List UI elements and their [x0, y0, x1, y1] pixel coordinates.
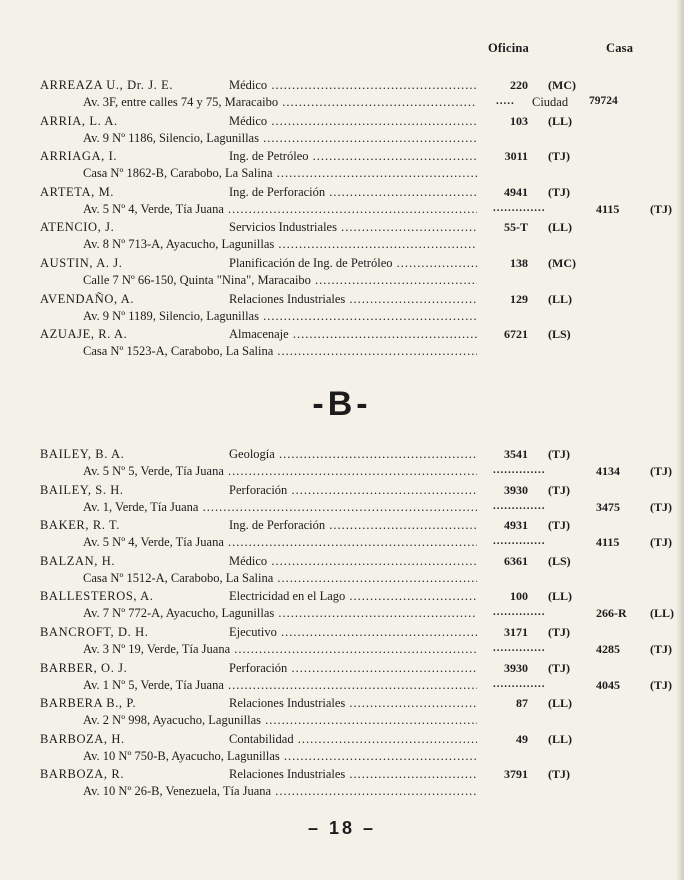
office-phone-number: 87: [516, 696, 528, 711]
home-leader-dots: ..............: [493, 606, 546, 619]
office-phone-number: 138: [510, 255, 528, 270]
directory-entry: [0, 483, 684, 519]
occupation: Relaciones Industriales .....: [229, 292, 477, 307]
occupation: Planificación de Ing. de Petróleo .....: [229, 256, 477, 271]
entry-address-line: [0, 273, 684, 290]
office-location-code: (TJ): [548, 518, 570, 533]
entry-address-line: [0, 642, 684, 659]
address: Av. 5 Nº 4, Verde, Tía Juana .....: [83, 535, 477, 550]
office-location-code: (MC): [548, 255, 576, 270]
home-leader-dots: ..............: [493, 677, 546, 690]
section-a-entries: [0, 78, 684, 363]
person-name: BAILEY, B. A.: [40, 447, 125, 461]
directory-entry: [0, 767, 684, 803]
home-leader-dots: .....: [496, 95, 515, 107]
address: Av. 2 Nº 998, Ayacucho, Lagunillas .....: [83, 713, 477, 728]
directory-entry: [0, 78, 684, 114]
office-column-header: Oficina: [488, 41, 529, 55]
entry-address-line: [0, 202, 684, 219]
office-phone-number: 4931: [504, 518, 528, 533]
directory-entry: [0, 149, 684, 185]
entry-main-line: [0, 327, 684, 344]
home-phone-number: 4285: [596, 641, 620, 656]
home-location-code: (LL): [650, 606, 674, 621]
home-phone-number: 4134: [596, 464, 620, 478]
office-phone-number: 6721: [504, 327, 528, 342]
home-location-code: (TJ): [650, 677, 672, 692]
person-name: BARBOZA, R.: [40, 767, 125, 782]
home-phone-number: 4045: [596, 677, 620, 692]
office-phone-number: 3541: [504, 447, 528, 461]
occupation: Perforación .....: [229, 661, 477, 676]
entry-main-line: [0, 256, 684, 273]
home-location-code: (TJ): [650, 535, 672, 550]
address: Av. 8 Nº 713-A, Ayacucho, Lagunillas .....: [83, 237, 477, 252]
entry-main-line: [0, 518, 684, 535]
entry-address-line: [0, 606, 684, 623]
home-city-number: 79724: [589, 95, 618, 107]
office-phone-number: 100: [510, 589, 528, 604]
office-phone-number: 49: [516, 731, 528, 746]
address: Casa Nº 1523-A, Carabobo, La Salina .....: [83, 344, 477, 359]
office-location-code: (LL): [548, 589, 572, 604]
occupation: Ejecutivo .....: [229, 625, 477, 640]
entry-main-line: [0, 447, 684, 464]
entry-main-line: [0, 220, 684, 237]
occupation: Relaciones Industriales .....: [229, 767, 477, 782]
office-location-code: (LL): [548, 291, 572, 306]
directory-entry: [0, 114, 684, 150]
home-phone-number: 4115: [596, 535, 620, 550]
person-name: BARBERA B., P.: [40, 696, 137, 711]
person-name: BAILEY, S. H.: [40, 482, 124, 497]
directory-entry: [0, 732, 684, 768]
home-location-code: (TJ): [650, 641, 672, 656]
page-number: – 18 –: [307, 818, 377, 838]
entry-address-line: [0, 678, 684, 695]
occupation: Relaciones Industriales .....: [229, 696, 477, 711]
directory-entry: [0, 589, 684, 625]
office-phone-number: 129: [510, 291, 528, 306]
entry-main-line: [0, 589, 684, 606]
office-phone-number: 3930: [504, 482, 528, 497]
home-leader-dots: ..............: [493, 641, 546, 654]
directory-entry: [0, 554, 684, 590]
person-name: ATENCIO, J.: [40, 220, 115, 235]
occupation: Médico .....: [229, 114, 477, 129]
person-name: AVENDAÑO, A.: [40, 291, 135, 306]
person-name: ARRIAGA, I.: [40, 149, 118, 164]
person-name: BANCROFT, D. H.: [40, 624, 149, 639]
person-name: BARBOZA, H.: [40, 731, 125, 746]
entry-main-line: [0, 149, 684, 166]
home-phone-number: 266-R: [596, 606, 627, 621]
occupation: Almacenaje .....: [229, 327, 477, 342]
address: Av. 5 Nº 4, Verde, Tía Juana .....: [83, 202, 477, 217]
home-leader-dots: ..............: [493, 499, 546, 512]
section-b-entries: [0, 447, 684, 803]
occupation: Médico .....: [229, 554, 477, 569]
entry-address-line: [0, 166, 684, 183]
entry-main-line: [0, 185, 684, 202]
directory-entry: [0, 256, 684, 292]
person-name: BALLESTEROS, A.: [40, 589, 154, 604]
address: Calle 7 Nº 66-150, Quinta "Nina", Maracaibo .....: [83, 273, 477, 288]
person-name: BAKER, R. T.: [40, 518, 121, 533]
directory-entry: [0, 518, 684, 554]
address: Av. 3F, entre calles 74 y 75, Maracaibo .....: [83, 95, 477, 110]
home-leader-dots: ..............: [493, 201, 546, 214]
directory-entry: [0, 292, 684, 328]
person-name: AUSTIN, A. J.: [40, 255, 123, 270]
person-name: AZUAJE, R. A.: [40, 327, 128, 342]
office-location-code: (MC): [548, 78, 576, 92]
address: Av. 9 Nº 1189, Silencio, Lagunillas .....: [83, 309, 477, 324]
address: Av. 3 Nº 19, Verde, Tía Juana .....: [83, 642, 477, 657]
office-location-code: (LS): [548, 553, 571, 568]
address: Av. 5 Nº 5, Verde, Tía Juana .....: [83, 464, 477, 479]
person-name: BARBER, O. J.: [40, 660, 128, 675]
address: Av. 9 Nº 1186, Silencio, Lagunillas .....: [83, 131, 477, 146]
entry-main-line: [0, 625, 684, 642]
home-phone-number: 3475: [596, 499, 620, 514]
entry-address-line: [0, 713, 684, 730]
home-city-label: Ciudad: [532, 95, 569, 109]
occupation: Servicios Industriales .....: [229, 220, 477, 235]
office-phone-number: 3171: [504, 624, 528, 639]
address: Casa Nº 1512-A, Carabobo, La Salina .....: [83, 571, 477, 586]
entry-address-line: [0, 344, 684, 361]
entry-main-line: [0, 78, 684, 95]
office-location-code: (TJ): [548, 660, 570, 675]
directory-entry: [0, 447, 684, 483]
entry-address-line: [0, 535, 684, 552]
section-letter-b: -B-: [312, 385, 372, 423]
entry-main-line: [0, 483, 684, 500]
office-location-code: (LL): [548, 731, 572, 746]
person-name: BALZAN, H.: [40, 553, 116, 568]
office-phone-number: 103: [510, 113, 528, 128]
occupation: Médico .....: [229, 78, 477, 93]
office-location-code: (LS): [548, 327, 571, 342]
entry-main-line: [0, 732, 684, 749]
office-location-code: (LL): [548, 113, 572, 128]
office-phone-number: 3011: [504, 149, 528, 164]
person-name: ARREAZA U., Dr. J. E.: [40, 78, 174, 92]
entry-address-line: [0, 131, 684, 148]
home-phone-number: 4115: [596, 201, 620, 216]
office-location-code: (LL): [548, 220, 572, 235]
entry-address-line: [0, 571, 684, 588]
occupation: Perforación .....: [229, 483, 477, 498]
office-phone-number: 6361: [504, 553, 528, 568]
occupation: Contabilidad .....: [229, 732, 477, 747]
address: Av. 10 Nº 750-B, Ayacucho, Lagunillas .....: [83, 749, 477, 764]
office-phone-number: 220: [510, 78, 528, 92]
office-location-code: (TJ): [548, 184, 570, 199]
home-location-code: (TJ): [650, 201, 672, 216]
occupation: Electricidad en el Lago .....: [229, 589, 477, 604]
home-location-code: (TJ): [650, 499, 672, 514]
entry-main-line: [0, 661, 684, 678]
directory-entry: [0, 185, 684, 221]
address: Casa Nº 1862-B, Carabobo, La Salina .....: [83, 166, 477, 181]
home-leader-dots: ..............: [493, 464, 546, 476]
entry-main-line: [0, 767, 684, 784]
address: Av. 1 Nº 5, Verde, Tía Juana .....: [83, 678, 477, 693]
occupation: Ing. de Perforación .....: [229, 185, 477, 200]
person-name: ARRIA, L. A.: [40, 113, 118, 128]
directory-entry: [0, 696, 684, 732]
directory-entry: [0, 625, 684, 661]
office-location-code: (TJ): [548, 149, 570, 164]
directory-entry: [0, 661, 684, 697]
entry-address-line: [0, 309, 684, 326]
entry-main-line: [0, 696, 684, 713]
office-phone-number: 3930: [504, 660, 528, 675]
entry-address-line: [0, 500, 684, 517]
occupation: Ing. de Perforación .....: [229, 518, 477, 533]
entry-address-line: [0, 784, 684, 801]
entry-main-line: [0, 554, 684, 571]
entry-main-line: [0, 292, 684, 309]
entry-main-line: [0, 114, 684, 131]
home-location-code: (TJ): [650, 464, 672, 478]
home-leader-dots: ..............: [493, 535, 546, 548]
person-name: ARTETA, M.: [40, 184, 115, 199]
office-location-code: (LL): [548, 696, 572, 711]
office-phone-number: 3791: [504, 767, 528, 782]
office-location-code: (TJ): [548, 767, 570, 782]
office-location-code: (TJ): [548, 624, 570, 639]
office-phone-number: 4941: [504, 184, 528, 199]
entry-address-line: [0, 464, 684, 481]
home-column-header: Casa: [606, 41, 634, 55]
entry-address-line: [0, 95, 684, 112]
address: Av. 1, Verde, Tía Juana .....: [83, 500, 477, 515]
office-location-code: (TJ): [548, 447, 570, 461]
office-phone-number: 55-T: [504, 220, 528, 235]
address: Av. 7 Nº 772-A, Ayacucho, Lagunillas .....: [83, 606, 477, 621]
entry-address-line: [0, 749, 684, 766]
occupation: Geología .....: [229, 447, 477, 462]
address: Av. 10 Nº 26-B, Venezuela, Tía Juana .....: [83, 784, 477, 799]
entry-address-line: [0, 237, 684, 254]
directory-entry: [0, 220, 684, 256]
directory-entry: [0, 327, 684, 363]
occupation: Ing. de Petróleo .....: [229, 149, 477, 164]
office-location-code: (TJ): [548, 482, 570, 497]
